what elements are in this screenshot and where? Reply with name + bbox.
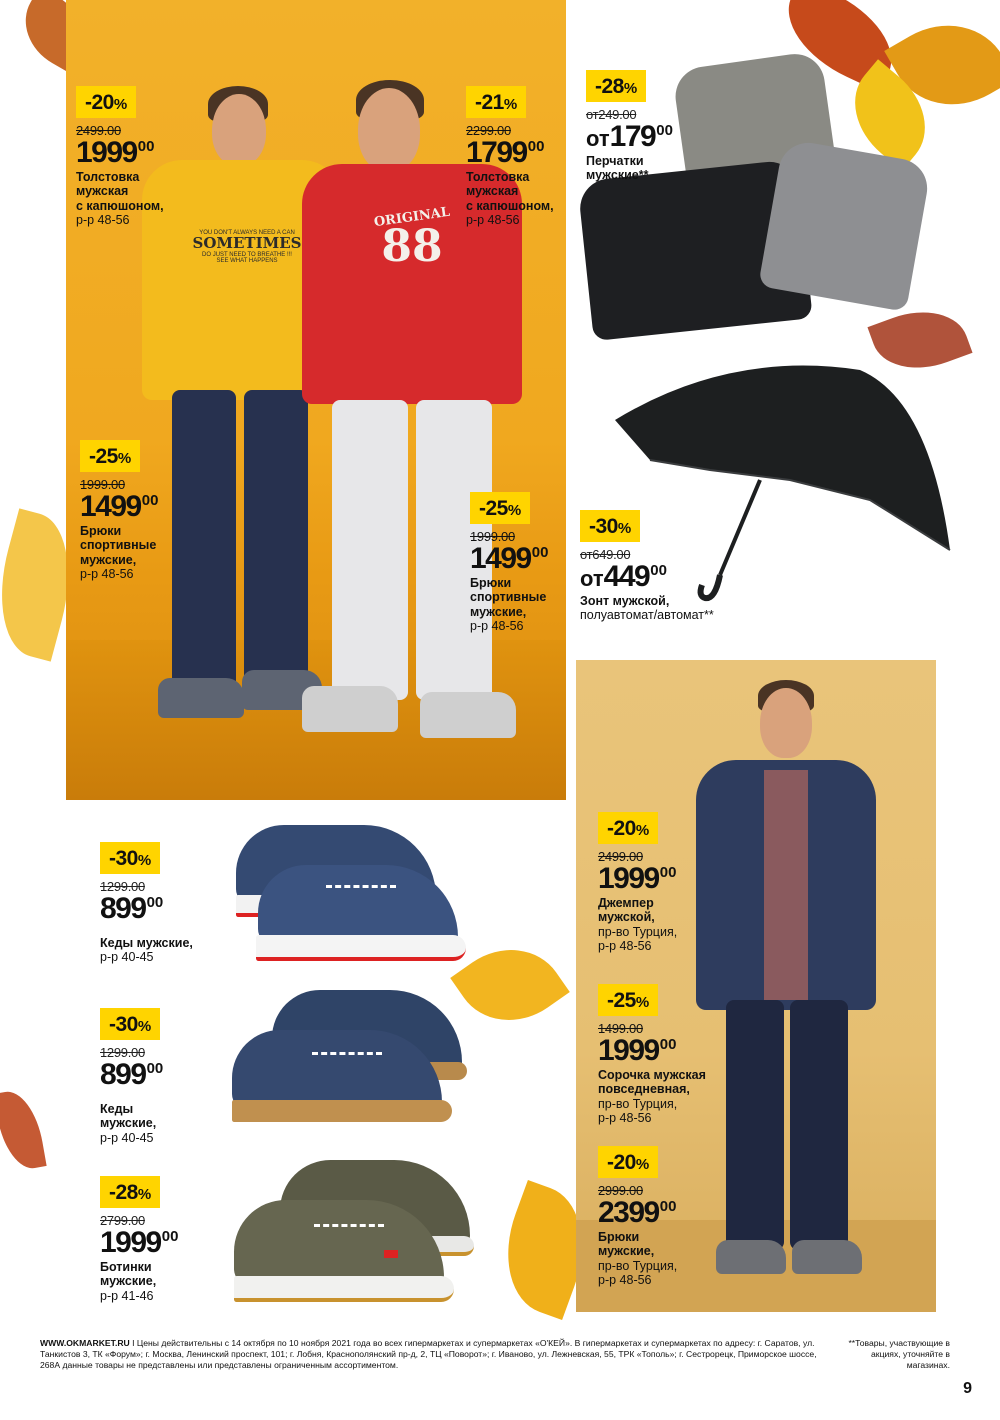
offer-hoodie-yellow bbox=[76, 86, 164, 228]
product-size: р-р 48-56 bbox=[80, 567, 134, 582]
discount-badge: -25% bbox=[470, 492, 530, 524]
product-name: Сорочка мужская повседневная, bbox=[598, 1068, 706, 1097]
new-price: 1999$^{00}$ bbox=[598, 1034, 677, 1067]
product-name: Толстовка мужская с капюшоном, bbox=[466, 170, 554, 213]
old-price: 1999.00 bbox=[80, 477, 125, 492]
product-name: Кеды мужские, bbox=[100, 936, 193, 950]
offer-shirt bbox=[598, 984, 706, 1126]
sneakers-navy-gum-image bbox=[232, 990, 467, 1130]
old-price: 2999.00 bbox=[598, 1183, 643, 1198]
discount-badge: -30% bbox=[100, 1008, 160, 1040]
product-size: р-р 48-56 bbox=[466, 213, 520, 228]
offer-pants-grey bbox=[470, 492, 548, 634]
discount-badge: -28% bbox=[586, 70, 646, 102]
offer-pants-navy bbox=[80, 440, 158, 582]
product-name: Ботинки мужские, bbox=[100, 1260, 157, 1289]
new-price: 1499$^{00}$ bbox=[80, 490, 159, 523]
product-name: Брюки спортивные мужские, bbox=[470, 576, 547, 619]
new-price: 1999$^{00}$ bbox=[76, 136, 155, 169]
product-name: Брюки мужские, bbox=[598, 1230, 655, 1259]
product-name: Брюки спортивные мужские, bbox=[80, 524, 157, 567]
offer-jumper bbox=[598, 812, 677, 954]
product-name: Кеды мужские, bbox=[100, 1102, 157, 1131]
product-size: р-р 48-56 bbox=[470, 619, 524, 634]
product-size: р-р 41-46 bbox=[100, 1288, 154, 1303]
old-price: от649.00 bbox=[580, 547, 631, 562]
new-price: $899^{00}$ bbox=[100, 892, 164, 925]
discount-badge: -25% bbox=[598, 984, 658, 1016]
product-size: р-р 40-45 bbox=[100, 1130, 154, 1145]
offer-gloves bbox=[586, 70, 673, 183]
product-name: Перчатки мужские** bbox=[586, 154, 649, 183]
old-price: 1299.00 bbox=[100, 879, 145, 894]
old-price: 2499.00 bbox=[76, 123, 121, 138]
product-size: р-р 40-45 bbox=[100, 950, 154, 965]
red-hoodie-print: ORIGINAL 88 bbox=[373, 204, 451, 272]
site-link[interactable]: WWW.OKMARKET.RU bbox=[40, 1338, 130, 1348]
discount-badge: -21% bbox=[466, 86, 526, 118]
sneakers-navy-white-image bbox=[236, 815, 466, 965]
old-price: 1999.00 bbox=[470, 529, 515, 544]
product-size: полуавтомат/автомат** bbox=[580, 608, 714, 623]
old-price: 1499.00 bbox=[598, 1021, 643, 1036]
discount-badge: -20% bbox=[598, 812, 658, 844]
new-price: $899^{00}$ bbox=[100, 1058, 164, 1091]
old-price: от249.00 bbox=[586, 107, 637, 122]
new-price: $от449^{00}$ bbox=[580, 560, 667, 593]
page-number: 9 bbox=[963, 1380, 972, 1397]
product-size: пр-во Турция, р-р 48-56 bbox=[598, 924, 678, 954]
discount-badge: -20% bbox=[598, 1146, 658, 1178]
boots-olive-image bbox=[234, 1160, 474, 1310]
discount-badge: -20% bbox=[76, 86, 136, 118]
product-size: пр-во Турция, р-р 48-56 bbox=[598, 1096, 678, 1126]
old-price: 2799.00 bbox=[100, 1213, 145, 1228]
offer-sneakers-2 bbox=[100, 1008, 163, 1145]
offer-trousers bbox=[598, 1146, 677, 1288]
discount-badge: -28% bbox=[100, 1176, 160, 1208]
new-price: 2399$^{00}$ bbox=[598, 1196, 677, 1229]
offer-umbrella bbox=[580, 510, 714, 623]
old-price: 2299.00 bbox=[466, 123, 511, 138]
new-price: 1799$^{00}$ bbox=[466, 136, 545, 169]
autumn-leaf-icon bbox=[450, 926, 570, 1043]
old-price: 1299.00 bbox=[100, 1045, 145, 1060]
legal-footer: WWW.OKMARKET.RU I Цены действительны с 14 октября по 10 ноября 2021 года во всех гипермаркетах и супермаркетах «О'КЕЙ». В гипермаркетах и супермаркетах по адресу: г. Саратов, ул. Танкистов 3, ТК «Форум»; г. Москва, Ленинский проспект, 101; г. Лобня, Краснополянский пр-д, 2, ТЦ «Поворот»; г. Иваново, ул. Лежневская, 55, ТРК «Тополь»; г. Сестрорецк, Приморское шоссе, 268А данные товары не представлены или представлены ограниченным ассортиментом. bbox=[40, 1338, 817, 1370]
hoodie-print: YOU DON'T ALWAYS NEED A CAN SOMETIMES DO JUST NEED TO BREATHE !!! SEE WHAT HAPPENS bbox=[192, 230, 302, 265]
discount-badge: -25% bbox=[80, 440, 140, 472]
new-price: 1999$^{00}$ bbox=[598, 862, 677, 895]
product-size: р-р 48-56 bbox=[76, 213, 130, 228]
discount-badge: -30% bbox=[580, 510, 640, 542]
product-name: Джемпер мужской, bbox=[598, 896, 655, 925]
autumn-leaf-icon bbox=[0, 1087, 47, 1173]
footnote: **Товары, участвующие в акциях, уточняйте в магазинах. bbox=[848, 1338, 950, 1370]
new-price: 1499$^{00}$ bbox=[470, 542, 549, 575]
discount-badge: -30% bbox=[100, 842, 160, 874]
offer-sneakers-1 bbox=[100, 842, 193, 965]
new-price: $от179^{00}$ bbox=[586, 120, 673, 153]
new-price: 1999$^{00}$ bbox=[100, 1226, 179, 1259]
model-jumper bbox=[696, 680, 876, 1300]
product-size: пр-во Турция, р-р 48-56 bbox=[598, 1258, 678, 1288]
product-name: Зонт мужской, bbox=[580, 594, 670, 608]
offer-hoodie-red bbox=[466, 86, 554, 228]
offer-boots bbox=[100, 1176, 178, 1303]
product-name: Толстовка мужская с капюшоном, bbox=[76, 170, 164, 213]
old-price: 2499.00 bbox=[598, 849, 643, 864]
